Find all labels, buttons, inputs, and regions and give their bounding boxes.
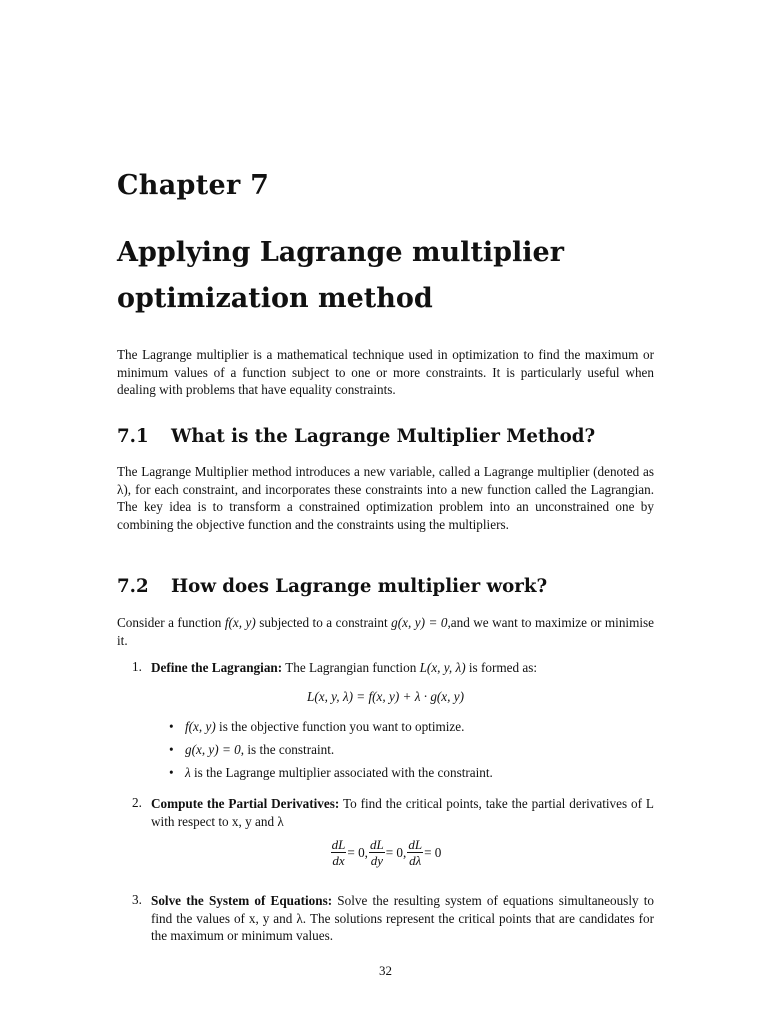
section-title: How does Lagrange multiplier work? bbox=[171, 576, 548, 597]
page-number: 32 bbox=[379, 963, 392, 978]
fraction bbox=[369, 837, 385, 868]
math-L: L(x, y, λ) bbox=[419, 660, 466, 675]
fraction bbox=[331, 837, 347, 868]
step-define-lagrangian bbox=[151, 659, 654, 677]
bullet-math: f(x, y) bbox=[185, 719, 216, 734]
step-solve-system bbox=[151, 892, 654, 945]
step-heading: Compute the Partial Derivatives: bbox=[151, 796, 340, 811]
equation-separator: = 0 bbox=[424, 844, 442, 860]
numerator: dL bbox=[408, 837, 423, 852]
section-number: 7.2 bbox=[117, 576, 149, 597]
numerator: dL bbox=[369, 837, 384, 852]
text-run: The Lagrangian function bbox=[282, 660, 420, 675]
fraction bbox=[407, 837, 423, 868]
step-number: 2. bbox=[132, 795, 142, 810]
chapter-title: Applying Lagrange multiplier optimization method bbox=[117, 237, 564, 314]
numerator: dL bbox=[331, 837, 346, 852]
text-run: To find the critical points, take the partial derivatives of L with respect to x, y and λ bbox=[151, 796, 654, 829]
step-heading: Define the Lagrangian: bbox=[151, 660, 283, 675]
denominator: dy bbox=[370, 853, 383, 868]
bullet-text: is the objective function you want to optimize. bbox=[215, 719, 465, 734]
text-run: subjected to a constraint bbox=[255, 615, 392, 630]
text-run: Solve the resulting system of equations simultaneously to find the values of x, y and λ. The solutions represent the critical points that are candidates for the maximum or minimum values. bbox=[151, 893, 654, 944]
bullet-icon: • bbox=[169, 742, 174, 757]
partial-derivatives-equation bbox=[117, 837, 654, 868]
denominator: dλ bbox=[409, 853, 422, 868]
step-number: 1. bbox=[132, 659, 142, 674]
equation-separator: = 0, bbox=[347, 844, 368, 860]
chapter-label: Chapter 7 bbox=[117, 170, 270, 201]
bullet-item bbox=[169, 719, 464, 735]
bullet-text: , is the constraint. bbox=[240, 742, 335, 757]
section-number: 7.1 bbox=[117, 426, 149, 447]
section-title: What is the Lagrange Multiplier Method? bbox=[171, 426, 596, 447]
bullet-icon: • bbox=[169, 765, 174, 780]
equation-separator: = 0, bbox=[385, 844, 407, 860]
text-run: ,and we want to maximize or minimise it. bbox=[117, 615, 655, 648]
denominator: dx bbox=[332, 853, 345, 868]
bullet-icon: • bbox=[169, 719, 174, 734]
intro-paragraph: The Lagrange multiplier is a mathematical technique used in optimization to find the maximum or minimum values of a function subject to one or more constraints. It is particularly useful when dealing with problems that have equality constraints. bbox=[117, 347, 654, 398]
step-number: 3. bbox=[132, 892, 142, 907]
bullet-math: g(x, y) = 0 bbox=[185, 742, 241, 757]
math-g: g(x, y) = 0 bbox=[391, 615, 448, 630]
section-heading-7-1 bbox=[117, 426, 595, 447]
text-run: Consider a function bbox=[117, 615, 225, 630]
step-heading: Solve the System of Equations: bbox=[151, 893, 333, 908]
bullet-item bbox=[169, 742, 334, 758]
lagrangian-equation: L(x, y, λ) = f(x, y) + λ · g(x, y) bbox=[306, 689, 464, 704]
text-run: is formed as: bbox=[465, 660, 538, 675]
section-7-2-intro bbox=[117, 614, 654, 649]
section-heading-7-2 bbox=[117, 576, 547, 597]
bullet-item bbox=[169, 765, 493, 781]
section-7-1-paragraph: The Lagrange Multiplier method introduces a new variable, called a Lagrange multiplier (denoted as λ), for each constraint, and incorporates these constraints into a new function called the Lagrangian. The key idea is to transform a constrained optimization problem into an unconstrained one by combining the objective function and the constraints using the multipliers. bbox=[117, 464, 654, 532]
bullet-math: λ bbox=[185, 765, 191, 780]
math-f: f(x, y) bbox=[224, 615, 256, 630]
bullet-text: is the Lagrange multiplier associated with the constraint. bbox=[190, 765, 493, 780]
step-partial-derivatives bbox=[151, 795, 654, 830]
